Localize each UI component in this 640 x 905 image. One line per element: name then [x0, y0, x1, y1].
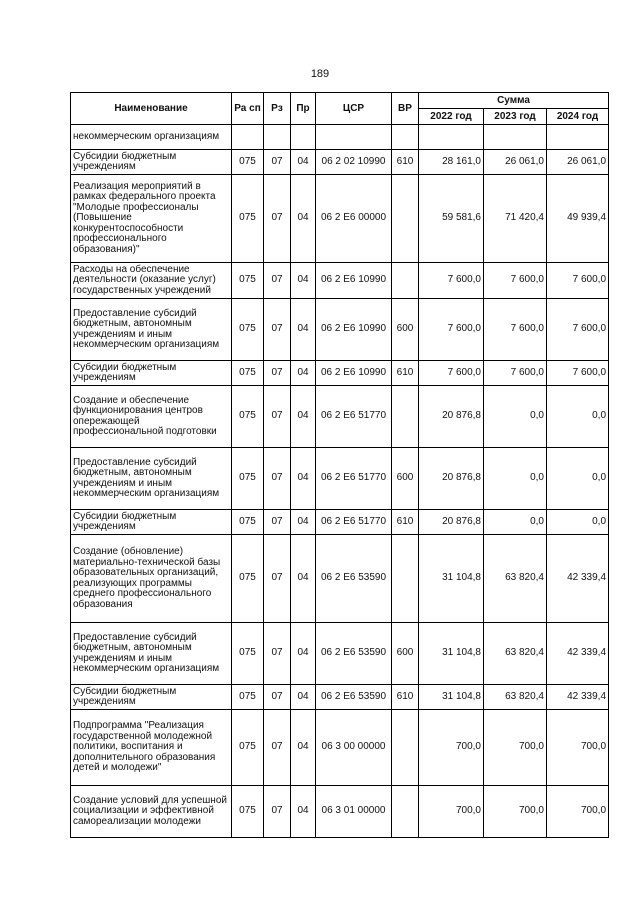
cell-name: некоммерческим организациям — [71, 125, 232, 150]
table-row — [71, 386, 609, 448]
cell-rz: 07 — [264, 299, 291, 361]
cell-rz: 07 — [264, 361, 291, 386]
header-csr: ЦСР — [316, 93, 392, 125]
cell-pr: 04 — [291, 263, 316, 299]
cell-rz: 07 — [264, 710, 291, 786]
cell-y2022: 31 104,8 — [419, 535, 484, 623]
cell-csr: 06 2 Е6 53590 — [316, 535, 392, 623]
cell-rz: 07 — [264, 535, 291, 623]
cell-y2023: 71 420,4 — [484, 175, 547, 263]
cell-pr: 04 — [291, 685, 316, 710]
cell-vr: 610 — [392, 685, 419, 710]
cell-rz: 07 — [264, 510, 291, 535]
cell-vr: 610 — [392, 150, 419, 175]
cell-y2024: 26 061,0 — [547, 150, 609, 175]
cell-csr: 06 2 Е6 53590 — [316, 623, 392, 685]
header-year-2024: 2024 год — [547, 109, 609, 125]
cell-name: Предоставление субсидий бюджетным, автономным учреждениям и иным некоммерческим организациям — [71, 623, 232, 685]
cell-name: Подпрограмма "Реализация государственной молодежной политики, воспитания и дополнительного образования детей и молодежи" — [71, 710, 232, 786]
cell-y2022: 59 581,6 — [419, 175, 484, 263]
cell-rz — [264, 125, 291, 150]
cell-rz: 07 — [264, 263, 291, 299]
cell-y2024: 7 600,0 — [547, 299, 609, 361]
cell-y2022: 7 600,0 — [419, 299, 484, 361]
cell-pr — [291, 125, 316, 150]
cell-y2023: 26 061,0 — [484, 150, 547, 175]
cell-y2024: 700,0 — [547, 786, 609, 838]
table-row — [71, 361, 609, 386]
cell-rasp: 075 — [232, 448, 264, 510]
table-row — [71, 786, 609, 838]
cell-name: Реализация мероприятий в рамках федерального проекта "Молодые профессионалы (Повышение конкурентоспособности профессионального образования)" — [71, 175, 232, 263]
cell-rz: 07 — [264, 786, 291, 838]
cell-y2023: 7 600,0 — [484, 361, 547, 386]
header-sum: Сумма — [419, 93, 609, 109]
cell-rasp: 075 — [232, 263, 264, 299]
table-row — [71, 263, 609, 299]
cell-pr: 04 — [291, 535, 316, 623]
cell-y2024: 0,0 — [547, 386, 609, 448]
cell-name: Расходы на обеспечение деятельности (оказание услуг) государственных учреждений — [71, 263, 232, 299]
cell-vr — [392, 535, 419, 623]
cell-pr: 04 — [291, 786, 316, 838]
table-row — [71, 623, 609, 685]
cell-pr: 04 — [291, 175, 316, 263]
table-header — [71, 93, 609, 125]
cell-rasp: 075 — [232, 535, 264, 623]
cell-csr: 06 3 01 00000 — [316, 786, 392, 838]
table-body — [71, 125, 609, 838]
cell-vr — [392, 125, 419, 150]
table-row — [71, 710, 609, 786]
cell-rz: 07 — [264, 386, 291, 448]
cell-y2022: 7 600,0 — [419, 361, 484, 386]
cell-pr: 04 — [291, 710, 316, 786]
cell-csr: 06 2 02 10990 — [316, 150, 392, 175]
cell-rasp — [232, 125, 264, 150]
table-row — [71, 448, 609, 510]
cell-y2023: 0,0 — [484, 386, 547, 448]
cell-vr — [392, 175, 419, 263]
cell-y2023: 63 820,4 — [484, 623, 547, 685]
cell-rasp: 075 — [232, 685, 264, 710]
header-rasp: Ра сп — [232, 93, 264, 125]
cell-pr: 04 — [291, 361, 316, 386]
cell-y2022: 28 161,0 — [419, 150, 484, 175]
cell-pr: 04 — [291, 448, 316, 510]
cell-rz: 07 — [264, 685, 291, 710]
cell-vr — [392, 710, 419, 786]
cell-rasp: 075 — [232, 786, 264, 838]
cell-name: Субсидии бюджетным учреждениям — [71, 150, 232, 175]
cell-name: Субсидии бюджетным учреждениям — [71, 361, 232, 386]
cell-vr: 610 — [392, 361, 419, 386]
cell-y2024: 0,0 — [547, 448, 609, 510]
cell-name: Субсидии бюджетным учреждениям — [71, 510, 232, 535]
table-row — [71, 175, 609, 263]
cell-y2024: 42 339,4 — [547, 623, 609, 685]
cell-vr — [392, 263, 419, 299]
cell-y2023: 0,0 — [484, 510, 547, 535]
table-row — [71, 125, 609, 150]
cell-csr: 06 2 Е6 51770 — [316, 510, 392, 535]
cell-vr: 600 — [392, 448, 419, 510]
header-vr: ВР — [392, 93, 419, 125]
cell-y2022: 7 600,0 — [419, 263, 484, 299]
cell-csr — [316, 125, 392, 150]
cell-y2024: 42 339,4 — [547, 535, 609, 623]
cell-rz: 07 — [264, 175, 291, 263]
cell-y2024 — [547, 125, 609, 150]
cell-y2022 — [419, 125, 484, 150]
cell-rz: 07 — [264, 448, 291, 510]
cell-y2022: 20 876,8 — [419, 386, 484, 448]
table-row — [71, 150, 609, 175]
cell-y2022: 31 104,8 — [419, 685, 484, 710]
cell-vr: 600 — [392, 299, 419, 361]
cell-y2022: 31 104,8 — [419, 623, 484, 685]
cell-name: Предоставление субсидий бюджетным, автономным учреждениям и иным некоммерческим организациям — [71, 448, 232, 510]
cell-y2024: 49 939,4 — [547, 175, 609, 263]
cell-y2022: 20 876,8 — [419, 510, 484, 535]
page-number: 189 — [310, 68, 330, 80]
cell-y2023 — [484, 125, 547, 150]
cell-name: Создание условий для успешной социализации и эффективной самореализации молодежи — [71, 786, 232, 838]
cell-y2023: 0,0 — [484, 448, 547, 510]
header-year-2022: 2022 год — [419, 109, 484, 125]
cell-rasp: 075 — [232, 175, 264, 263]
cell-y2022: 700,0 — [419, 786, 484, 838]
table-row — [71, 685, 609, 710]
cell-y2023: 700,0 — [484, 786, 547, 838]
cell-csr: 06 2 Е6 51770 — [316, 386, 392, 448]
cell-csr: 06 2 Е6 10990 — [316, 263, 392, 299]
cell-rasp: 075 — [232, 150, 264, 175]
header-name: Наименование — [71, 93, 232, 125]
cell-rasp: 075 — [232, 361, 264, 386]
cell-pr: 04 — [291, 510, 316, 535]
cell-csr: 06 2 Е6 53590 — [316, 685, 392, 710]
cell-pr: 04 — [291, 150, 316, 175]
cell-csr: 06 2 Е6 00000 — [316, 175, 392, 263]
cell-vr: 610 — [392, 510, 419, 535]
cell-rz: 07 — [264, 150, 291, 175]
budget-table — [70, 92, 609, 838]
cell-y2023: 700,0 — [484, 710, 547, 786]
cell-csr: 06 2 Е6 10990 — [316, 361, 392, 386]
cell-y2023: 7 600,0 — [484, 299, 547, 361]
cell-pr: 04 — [291, 299, 316, 361]
cell-csr: 06 2 Е6 51770 — [316, 448, 392, 510]
cell-csr: 06 2 Е6 10990 — [316, 299, 392, 361]
header-rz: Рз — [264, 93, 291, 125]
cell-name: Создание и обеспечение функционирования центров опережающей профессиональной подготовки — [71, 386, 232, 448]
cell-name: Предоставление субсидий бюджетным, автономным учреждениям и иным некоммерческим организациям — [71, 299, 232, 361]
header-pr: Пр — [291, 93, 316, 125]
cell-pr: 04 — [291, 623, 316, 685]
cell-name: Создание (обновление) материально-технической базы образовательных организаций, реализующих программы среднего профессионального образования — [71, 535, 232, 623]
cell-y2022: 700,0 — [419, 710, 484, 786]
cell-y2024: 7 600,0 — [547, 263, 609, 299]
cell-y2024: 7 600,0 — [547, 361, 609, 386]
cell-rz: 07 — [264, 623, 291, 685]
cell-rasp: 075 — [232, 510, 264, 535]
header-year-2023: 2023 год — [484, 109, 547, 125]
table-row — [71, 299, 609, 361]
cell-y2024: 42 339,4 — [547, 685, 609, 710]
cell-pr: 04 — [291, 386, 316, 448]
cell-rasp: 075 — [232, 386, 264, 448]
cell-rasp: 075 — [232, 710, 264, 786]
cell-csr: 06 3 00 00000 — [316, 710, 392, 786]
cell-vr — [392, 386, 419, 448]
cell-name: Субсидии бюджетным учреждениям — [71, 685, 232, 710]
table-row — [71, 535, 609, 623]
cell-vr — [392, 786, 419, 838]
cell-y2023: 63 820,4 — [484, 535, 547, 623]
cell-y2023: 7 600,0 — [484, 263, 547, 299]
cell-rasp: 075 — [232, 299, 264, 361]
cell-y2023: 63 820,4 — [484, 685, 547, 710]
cell-vr: 600 — [392, 623, 419, 685]
cell-y2024: 700,0 — [547, 710, 609, 786]
table-row — [71, 510, 609, 535]
cell-rasp: 075 — [232, 623, 264, 685]
cell-y2024: 0,0 — [547, 510, 609, 535]
cell-y2022: 20 876,8 — [419, 448, 484, 510]
